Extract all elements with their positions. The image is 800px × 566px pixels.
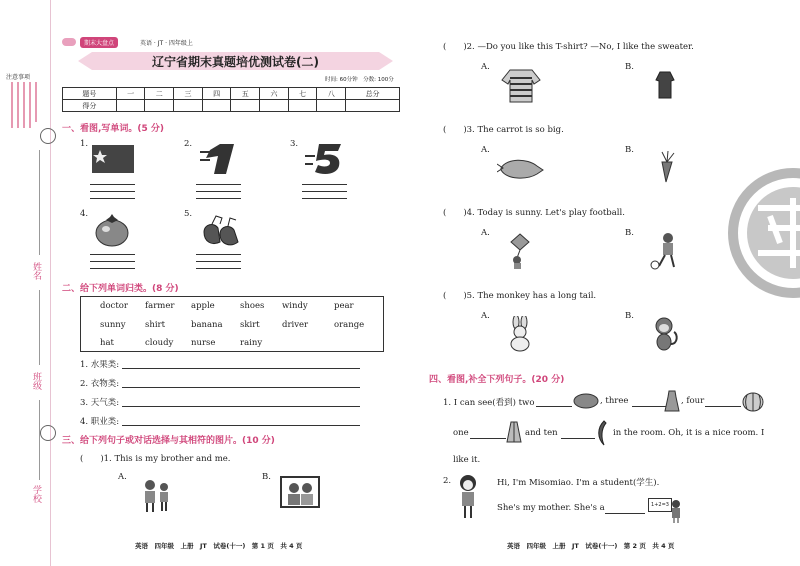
series-logo-icon bbox=[62, 38, 76, 46]
answer-line[interactable] bbox=[90, 254, 135, 255]
number-one-icon bbox=[200, 142, 238, 180]
option-a: A. bbox=[481, 145, 490, 155]
answer-line[interactable] bbox=[632, 406, 666, 407]
answer-line[interactable] bbox=[90, 184, 135, 185]
answer-line[interactable] bbox=[302, 198, 347, 199]
category-fruit: 1. 水果类: bbox=[80, 360, 120, 370]
number-five-icon bbox=[305, 142, 345, 180]
answer-line[interactable] bbox=[302, 184, 347, 185]
tomato-icon bbox=[94, 213, 130, 251]
answer-line[interactable] bbox=[302, 191, 347, 192]
question-5: ( )5. The monkey has a long tail. bbox=[443, 291, 597, 301]
dress-icon bbox=[664, 390, 680, 416]
item-number: 3. bbox=[290, 139, 299, 149]
s4-q1-like: like it. bbox=[453, 455, 481, 465]
question-4: ( )4. Today is sunny. Let's play football. bbox=[443, 208, 625, 218]
answer-line[interactable] bbox=[196, 191, 241, 192]
word: pear bbox=[334, 301, 354, 311]
category-job: 4. 职业类: bbox=[80, 417, 120, 427]
s4-q2-num: 2. bbox=[443, 476, 452, 486]
s4-q1-room: in the room. Oh, it is a nice room. I bbox=[613, 428, 765, 438]
score-cell: 六 bbox=[260, 88, 289, 100]
class-line bbox=[39, 290, 40, 365]
answer-line[interactable] bbox=[90, 191, 135, 192]
option-b: B. bbox=[625, 145, 634, 155]
china-flag-icon bbox=[92, 145, 134, 177]
s4-q1-four: , four bbox=[681, 396, 705, 406]
option-b: B. bbox=[625, 228, 634, 238]
sweater-icon[interactable] bbox=[500, 66, 542, 108]
word: banana bbox=[191, 320, 223, 330]
s4-q2-line1: Hi, I'm Misomiao. I'm a student(学生). bbox=[497, 478, 660, 488]
question-3: ( )3. The carrot is so big. bbox=[443, 125, 564, 135]
binding-strip bbox=[0, 0, 51, 566]
score-input[interactable] bbox=[288, 100, 317, 112]
word: apple bbox=[191, 301, 215, 311]
option-b: B. bbox=[262, 472, 271, 482]
table-row bbox=[63, 88, 400, 100]
score-input[interactable] bbox=[346, 100, 400, 112]
category-weather: 3. 天气类: bbox=[80, 398, 120, 408]
footer-right: 英语 四年级 上册 JT 试卷(十一) 第 2 页 共 4 页 bbox=[507, 542, 675, 550]
answer-line[interactable] bbox=[90, 198, 135, 199]
score-input[interactable] bbox=[174, 100, 203, 112]
class-label: 班级 bbox=[31, 372, 41, 390]
item-number: 2. bbox=[184, 139, 193, 149]
banana-icon bbox=[596, 420, 610, 450]
item-number: 4. bbox=[80, 209, 89, 219]
skirt-icon bbox=[506, 420, 522, 448]
word: driver bbox=[282, 320, 309, 330]
answer-line[interactable] bbox=[90, 261, 135, 262]
page-title: 辽宁省期末真题培优测试卷(二) bbox=[152, 55, 319, 69]
title-banner bbox=[78, 50, 393, 72]
option-b: B. bbox=[625, 311, 634, 321]
answer-line[interactable] bbox=[605, 513, 645, 514]
s4-q2-line2: She's my mother. She's a bbox=[497, 503, 605, 513]
score-input[interactable] bbox=[260, 100, 289, 112]
word: shirt bbox=[145, 320, 166, 330]
football-boy-icon[interactable] bbox=[650, 232, 682, 274]
answer-line[interactable] bbox=[196, 184, 241, 185]
option-a: A. bbox=[481, 62, 490, 72]
score-cell: 一 bbox=[116, 88, 145, 100]
section2-title: 二、给下列单词归类。(8 分) bbox=[62, 284, 179, 294]
name-label: 姓名 bbox=[31, 262, 41, 280]
monkey-icon[interactable] bbox=[650, 316, 680, 356]
big-carrot-icon[interactable] bbox=[497, 156, 545, 186]
score-cell: 七 bbox=[288, 88, 317, 100]
small-carrot-icon[interactable] bbox=[654, 150, 678, 188]
question-1: ( )1. This is my brother and me. bbox=[80, 454, 231, 464]
option-b: B. bbox=[625, 62, 634, 72]
footer-left: 英语 四年级 上册 JT 试卷(十一) 第 1 页 共 4 页 bbox=[135, 542, 303, 550]
category-clothes: 2. 衣物类: bbox=[80, 379, 120, 389]
subject-info: 英语 · JT · 四年级上 bbox=[140, 40, 193, 47]
notice-title: 注意事项 bbox=[6, 74, 31, 81]
s4-q1-three: , three bbox=[600, 396, 629, 406]
potato-icon bbox=[573, 392, 599, 414]
s4-q1-one: one bbox=[453, 428, 469, 438]
s4-q1-part1: 1. I can see(看到) two bbox=[443, 398, 535, 408]
score-input[interactable] bbox=[317, 100, 346, 112]
word: orange bbox=[334, 320, 365, 330]
answer-line[interactable] bbox=[705, 406, 741, 407]
answer-line[interactable] bbox=[122, 368, 360, 369]
word: skirt bbox=[240, 320, 260, 330]
option-a: A. bbox=[118, 472, 127, 482]
word: sunny bbox=[100, 320, 126, 330]
answer-line[interactable] bbox=[196, 198, 241, 199]
name-line bbox=[39, 150, 40, 255]
word: cloudy bbox=[145, 338, 174, 348]
answer-line[interactable] bbox=[90, 268, 135, 269]
word: farmer bbox=[145, 301, 175, 311]
seal-stamp-icon bbox=[728, 168, 800, 298]
word: rainy bbox=[240, 338, 263, 348]
tshirt-icon[interactable] bbox=[654, 70, 676, 104]
word: doctor bbox=[100, 301, 128, 311]
binding-hole bbox=[40, 425, 56, 441]
boys-icon[interactable] bbox=[140, 478, 174, 518]
score-input[interactable] bbox=[145, 100, 174, 112]
item-number: 5. bbox=[184, 209, 193, 219]
score-table bbox=[62, 87, 400, 112]
score-cell: 题号 bbox=[63, 88, 117, 100]
section1-title: 一、看图,写单词。(5 分) bbox=[62, 124, 165, 134]
rabbit-icon[interactable] bbox=[505, 316, 535, 356]
answer-line[interactable] bbox=[122, 406, 360, 407]
option-a: A. bbox=[481, 311, 490, 321]
answer-line[interactable] bbox=[196, 268, 241, 269]
score-input[interactable] bbox=[202, 100, 231, 112]
answer-line[interactable] bbox=[122, 387, 360, 388]
option-a: A. bbox=[481, 228, 490, 238]
family-photo-icon[interactable] bbox=[280, 476, 320, 512]
table-row bbox=[63, 100, 400, 112]
answer-line[interactable] bbox=[470, 438, 506, 439]
section3-title: 三、给下列句子或对话选择与其相符的图片。(10 分) bbox=[62, 436, 275, 446]
student-girl-icon bbox=[456, 474, 480, 524]
answer-line[interactable] bbox=[122, 425, 360, 426]
section4-title: 四、看图,补全下列句子。(20 分) bbox=[429, 375, 565, 385]
school-line bbox=[39, 400, 40, 480]
score-cell: 四 bbox=[202, 88, 231, 100]
question-2: ( )2. —Do you like this T-shirt? —No, I like the sweater. bbox=[443, 42, 694, 52]
s4-q1-and-ten: and ten bbox=[525, 428, 558, 438]
word: shoes bbox=[240, 301, 265, 311]
score-cell: 总分 bbox=[346, 88, 400, 100]
time-score: 时间: 60分钟 分数: 100分 bbox=[325, 77, 394, 83]
binding-hole bbox=[40, 128, 56, 144]
item-number: 1. bbox=[80, 139, 89, 149]
answer-line[interactable] bbox=[196, 261, 241, 262]
kite-girl-icon[interactable] bbox=[505, 232, 535, 274]
answer-line[interactable] bbox=[536, 406, 572, 407]
shoes-icon bbox=[200, 212, 242, 252]
series-badge: 期末大盘点 bbox=[80, 37, 118, 48]
score-cell: 二 bbox=[145, 88, 174, 100]
notice-text bbox=[8, 82, 42, 130]
answer-line[interactable] bbox=[196, 254, 241, 255]
school-label: 学校 bbox=[31, 485, 41, 503]
score-cell: 三 bbox=[174, 88, 203, 100]
word: windy bbox=[282, 301, 308, 311]
watermelon-icon bbox=[742, 392, 764, 416]
blackboard: 1+2=3 bbox=[648, 498, 672, 512]
score-input[interactable] bbox=[231, 100, 260, 112]
answer-line[interactable] bbox=[561, 438, 595, 439]
score-cell: 五 bbox=[231, 88, 260, 100]
score-cell: 得分 bbox=[63, 100, 117, 112]
score-cell: 八 bbox=[317, 88, 346, 100]
word: nurse bbox=[191, 338, 216, 348]
word: hat bbox=[100, 338, 114, 348]
score-input[interactable] bbox=[116, 100, 145, 112]
